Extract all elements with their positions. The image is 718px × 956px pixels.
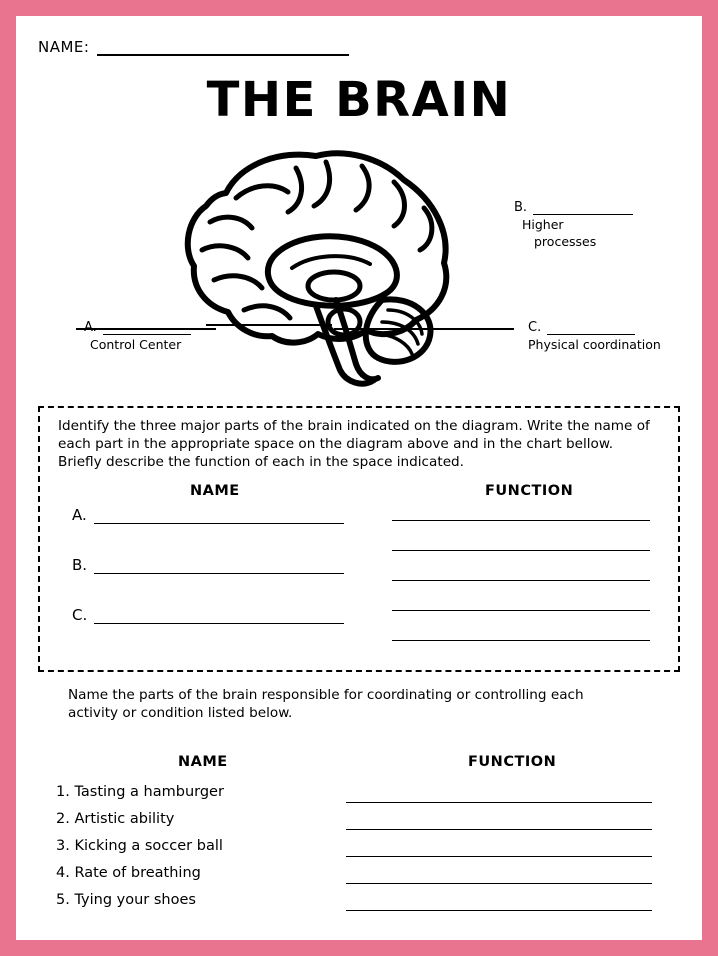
- brain-diagram: [16, 128, 702, 396]
- chart-function-line-2[interactable]: [392, 550, 650, 551]
- chart-function-line-5[interactable]: [392, 640, 650, 641]
- activity-item-5: 5. Tying your shoes: [56, 892, 196, 908]
- chart-function-line-1[interactable]: [392, 520, 650, 521]
- callout-c: [528, 320, 661, 352]
- chart-row-a-name-line[interactable]: [94, 511, 344, 524]
- chart-row-b-letter: B.: [72, 556, 88, 574]
- page-title: THE BRAIN: [206, 72, 512, 128]
- leader-line-b: [206, 324, 332, 326]
- callout-b-caption-line1: Higher: [522, 217, 564, 232]
- chart-header-name: NAME: [190, 483, 240, 499]
- lower-instructions: Name the parts of the brain responsible for coordinating or controlling each activity or condition listed below.: [68, 687, 584, 722]
- worksheet-sheet: [16, 16, 702, 940]
- chart-row-c-letter: C.: [72, 606, 88, 624]
- chart-row-b: [72, 556, 344, 574]
- chart-row-a-letter: A.: [72, 506, 87, 524]
- brain-illustration-icon: [166, 138, 466, 393]
- activity-answer-line-2[interactable]: [346, 829, 652, 830]
- callout-c-caption: Physical coordination: [528, 337, 661, 352]
- chart-section: [38, 406, 680, 672]
- chart-header-function: FUNCTION: [485, 483, 574, 499]
- callout-b: [514, 200, 633, 249]
- name-input-line[interactable]: [97, 42, 349, 56]
- callout-a-answer-line[interactable]: [103, 323, 191, 335]
- leader-line-c: [334, 328, 514, 330]
- activity-item-2: 2. Artistic ability: [56, 811, 175, 827]
- activity-item-1: 1. Tasting a hamburger: [56, 784, 224, 800]
- callout-c-letter: C.: [528, 320, 542, 335]
- name-field-row: [38, 38, 349, 56]
- activity-answer-line-3[interactable]: [346, 856, 652, 857]
- name-label: NAME:: [38, 38, 90, 56]
- activity-answer-line-4[interactable]: [346, 883, 652, 884]
- callout-c-answer-line[interactable]: [547, 323, 635, 335]
- activity-item-4: 4. Rate of breathing: [56, 865, 201, 881]
- chart-function-line-3[interactable]: [392, 580, 650, 581]
- chart-function-line-4[interactable]: [392, 610, 650, 611]
- chart-row-a: [72, 506, 344, 524]
- callout-b-letter: B.: [514, 200, 528, 215]
- callout-a-letter: A.: [84, 320, 97, 335]
- lower-header-function: FUNCTION: [468, 754, 557, 770]
- callout-b-caption-line2: processes: [534, 234, 597, 249]
- chart-row-c: [72, 606, 344, 624]
- activity-item-3: 3. Kicking a soccer ball: [56, 838, 223, 854]
- activity-answer-line-5[interactable]: [346, 910, 652, 911]
- chart-row-c-name-line[interactable]: [94, 611, 344, 624]
- activity-answer-line-1[interactable]: [346, 802, 652, 803]
- chart-instructions: Identify the three major parts of the brain indicated on the diagram. Write the name of each part in the appropriate space on the diagram above and in the chart bellow. Briefly describe the function of each in the space indicated.: [58, 418, 650, 470]
- callout-a: [84, 320, 191, 352]
- chart-row-b-name-line[interactable]: [94, 561, 344, 574]
- callout-a-caption: Control Center: [90, 337, 182, 352]
- lower-header-name: NAME: [178, 754, 228, 770]
- callout-b-answer-line[interactable]: [533, 203, 633, 215]
